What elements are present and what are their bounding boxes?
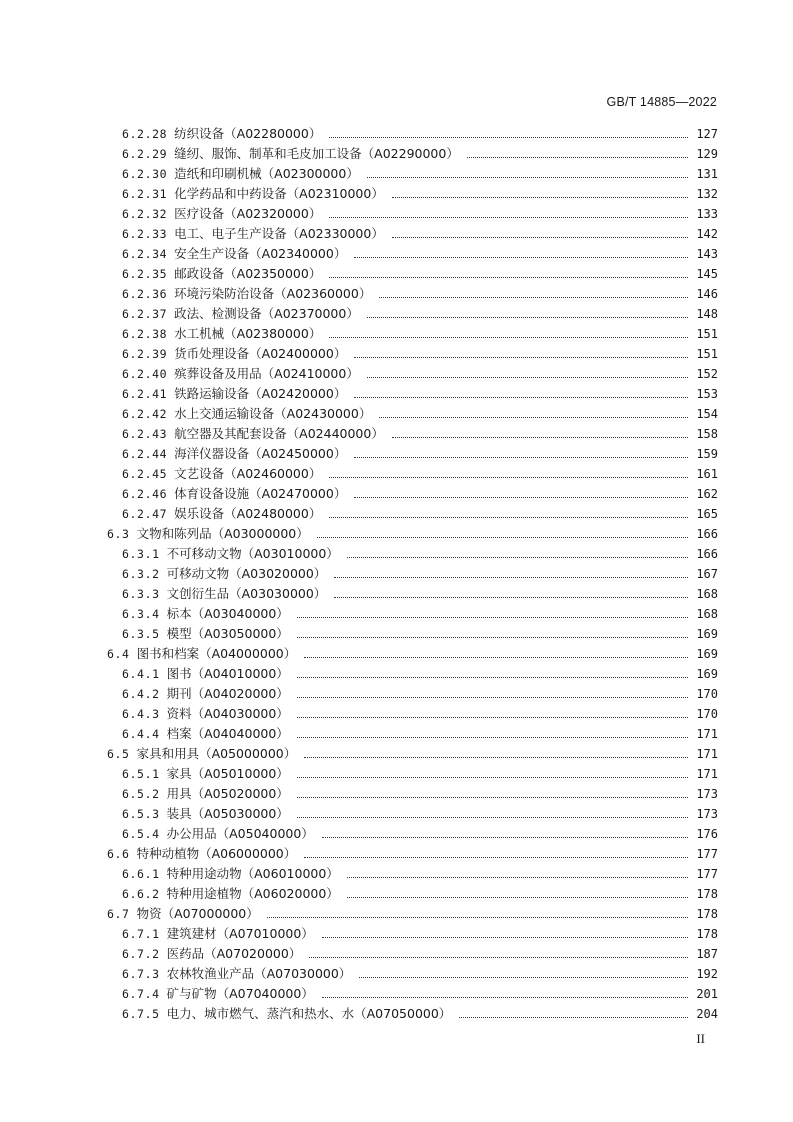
toc-entry-number: 6.4.3: [122, 707, 160, 721]
toc-entry-page-number: 173: [696, 787, 718, 801]
toc-entry-title: 文物和陈列品（A03000000）: [136, 526, 309, 541]
toc-entry-title: 家具（A05010000）: [166, 766, 289, 781]
toc-dot-leader: [367, 365, 688, 378]
toc-entry-number: 6.3.1: [122, 547, 160, 561]
toc-dot-leader: [297, 705, 688, 718]
toc-dot-leader: [354, 245, 688, 258]
toc-entry-page-number: 204: [696, 1007, 718, 1021]
toc-dot-leader: [304, 645, 688, 658]
toc-entry-number: 6.2.31: [122, 187, 168, 201]
toc-entry-number: 6.5: [107, 747, 130, 761]
toc-entry-title: 特种用途动物（A06010000）: [166, 866, 339, 881]
toc-entry-page-number: 148: [696, 307, 718, 321]
toc-entry[interactable]: [0, 404, 793, 424]
toc-dot-leader: [267, 905, 688, 918]
toc-entry[interactable]: [0, 544, 793, 564]
toc-entry-title: 不可移动文物（A03010000）: [166, 546, 339, 561]
toc-entry-page-number: 129: [696, 147, 718, 161]
toc-entry-page-number: 145: [696, 267, 718, 281]
toc-entry-number: 6.7: [107, 907, 130, 921]
toc-entry-number: 6.2.33: [122, 227, 168, 241]
toc-entry[interactable]: [0, 944, 793, 964]
toc-entry-title: 档案（A04040000）: [166, 726, 289, 741]
toc-entry-number: 6.2.36: [122, 287, 168, 301]
toc-entry[interactable]: [0, 764, 793, 784]
toc-entry-page-number: 168: [696, 607, 718, 621]
toc-entry-number: 6.5.3: [122, 807, 160, 821]
toc-entry-number: 6.4: [107, 647, 130, 661]
toc-entry-number: 6.5.2: [122, 787, 160, 801]
toc-entry[interactable]: [0, 484, 793, 504]
toc-entry-title: 电工、电子生产设备（A02330000）: [174, 226, 384, 241]
toc-entry[interactable]: [0, 984, 793, 1004]
toc-entry-page-number: 187: [696, 947, 718, 961]
toc-entry-page-number: 159: [696, 447, 718, 461]
toc-entry-page-number: 177: [696, 847, 718, 861]
toc-entry[interactable]: [0, 884, 793, 904]
toc-entry-number: 6.7.5: [122, 1007, 160, 1021]
toc-entry-title: 图书和档案（A04000000）: [136, 646, 297, 661]
toc-entry-title: 邮政设备（A02350000）: [174, 266, 322, 281]
toc-entry-number: 6.4.1: [122, 667, 160, 681]
toc-entry[interactable]: [0, 624, 793, 644]
toc-entry[interactable]: [0, 204, 793, 224]
toc-entry[interactable]: [0, 784, 793, 804]
toc-dot-leader: [329, 205, 688, 218]
toc-entry[interactable]: [0, 684, 793, 704]
toc-entry-title: 电力、城市燃气、蒸汽和热水、水（A07050000）: [166, 1006, 452, 1021]
toc-entry-number: 6.2.42: [122, 407, 168, 421]
toc-entry-page-number: 153: [696, 387, 718, 401]
toc-entry-title: 造纸和印刷机械（A02300000）: [174, 166, 359, 181]
toc-dot-leader: [392, 185, 688, 198]
toc-dot-leader: [467, 145, 688, 158]
toc-entry-page-number: 171: [696, 727, 718, 741]
toc-entry-title: 可移动文物（A03020000）: [166, 566, 327, 581]
toc-entry[interactable]: [0, 464, 793, 484]
toc-entry-number: 6.2.37: [122, 307, 168, 321]
toc-entry-page-number: 170: [696, 707, 718, 721]
toc-entry-number: 6.7.2: [122, 947, 160, 961]
table-of-contents: [0, 124, 793, 1024]
toc-entry-title: 水上交通运输设备（A02430000）: [174, 406, 372, 421]
toc-dot-leader: [322, 985, 688, 998]
toc-entry[interactable]: [0, 264, 793, 284]
toc-entry-title: 纺织设备（A02280000）: [174, 126, 322, 141]
toc-dot-leader: [354, 445, 688, 458]
toc-entry-number: 6.6.1: [122, 867, 160, 881]
toc-entry-title: 用具（A05020000）: [166, 786, 289, 801]
toc-entry-page-number: 176: [696, 827, 718, 841]
toc-entry-title: 化学药品和中药设备（A02310000）: [174, 186, 384, 201]
toc-entry-title: 模型（A03050000）: [166, 626, 289, 641]
toc-entry-number: 6.2.40: [122, 367, 168, 381]
toc-entry-title: 水工机械（A02380000）: [174, 326, 322, 341]
toc-entry[interactable]: [0, 504, 793, 524]
toc-entry[interactable]: [0, 584, 793, 604]
toc-entry-title: 医疗设备（A02320000）: [174, 206, 322, 221]
toc-entry-page-number: 133: [696, 207, 718, 221]
toc-entry-page-number: 143: [696, 247, 718, 261]
toc-entry-title: 文创衍生品（A03030000）: [166, 586, 327, 601]
toc-dot-leader: [322, 925, 688, 938]
toc-entry-title: 标本（A03040000）: [166, 606, 289, 621]
toc-entry[interactable]: [0, 924, 793, 944]
toc-entry[interactable]: [0, 444, 793, 464]
toc-entry-number: 6.7.3: [122, 967, 160, 981]
toc-entry-page-number: 127: [696, 127, 718, 141]
toc-entry-number: 6.2.32: [122, 207, 168, 221]
toc-dot-leader: [297, 605, 688, 618]
toc-entry[interactable]: [0, 744, 793, 764]
toc-entry-number: 6.2.35: [122, 267, 168, 281]
toc-entry-title: 矿与矿物（A07040000）: [166, 986, 314, 1001]
toc-entry-title: 期刊（A04020000）: [166, 686, 289, 701]
toc-entry-page-number: 178: [696, 927, 718, 941]
toc-entry-page-number: 169: [696, 667, 718, 681]
toc-entry-number: 6.2.47: [122, 507, 168, 521]
toc-entry-page-number: 132: [696, 187, 718, 201]
toc-entry-title: 农林牧渔业产品（A07030000）: [166, 966, 352, 981]
toc-entry-title: 家具和用具（A05000000）: [136, 746, 297, 761]
toc-entry-page-number: 167: [696, 567, 718, 581]
toc-entry[interactable]: [0, 304, 793, 324]
toc-entry-number: 6.6.2: [122, 887, 160, 901]
toc-entry[interactable]: [0, 284, 793, 304]
toc-dot-leader: [297, 685, 688, 698]
toc-entry-title: 海洋仪器设备（A02450000）: [174, 446, 347, 461]
toc-entry-page-number: 168: [696, 587, 718, 601]
header-standard-code: GB/T 14885—2022: [606, 95, 717, 109]
toc-entry-page-number: 192: [696, 967, 718, 981]
toc-dot-leader: [367, 305, 688, 318]
toc-entry-page-number: 170: [696, 687, 718, 701]
toc-entry-page-number: 201: [696, 987, 718, 1001]
toc-entry-title: 体育设备设施（A02470000）: [174, 486, 347, 501]
toc-entry[interactable]: [0, 804, 793, 824]
toc-entry-page-number: 173: [696, 807, 718, 821]
toc-dot-leader: [347, 885, 688, 898]
toc-entry-number: 6.4.4: [122, 727, 160, 741]
toc-entry-title: 货币处理设备（A02400000）: [174, 346, 347, 361]
toc-entry[interactable]: [0, 644, 793, 664]
toc-entry-title: 资料（A04030000）: [166, 706, 289, 721]
toc-dot-leader: [354, 385, 688, 398]
toc-entry-number: 6.3.5: [122, 627, 160, 641]
toc-entry-page-number: 171: [696, 767, 718, 781]
toc-dot-leader: [459, 1005, 688, 1018]
toc-entry-page-number: 166: [696, 527, 718, 541]
toc-entry-number: 6.7.4: [122, 987, 160, 1001]
toc-entry[interactable]: [0, 1004, 793, 1024]
toc-entry-number: 6.4.2: [122, 687, 160, 701]
toc-entry-page-number: 177: [696, 867, 718, 881]
toc-entry-number: 6.5.1: [122, 767, 160, 781]
toc-entry[interactable]: [0, 244, 793, 264]
toc-entry[interactable]: [0, 864, 793, 884]
toc-entry-number: 6.2.28: [122, 127, 168, 141]
toc-entry-number: 6.3.2: [122, 567, 160, 581]
toc-dot-leader: [297, 765, 688, 778]
toc-entry-number: 6.7.1: [122, 927, 160, 941]
toc-entry-page-number: 151: [696, 327, 718, 341]
toc-entry[interactable]: [0, 124, 793, 144]
toc-dot-leader: [367, 165, 688, 178]
toc-entry-title: 缝纫、服饰、制革和毛皮加工设备（A02290000）: [174, 146, 459, 161]
toc-entry-number: 6.2.34: [122, 247, 168, 261]
toc-entry-title: 特种用途植物（A06020000）: [166, 886, 339, 901]
toc-entry-page-number: 169: [696, 647, 718, 661]
toc-dot-leader: [297, 785, 688, 798]
toc-entry[interactable]: [0, 664, 793, 684]
toc-entry[interactable]: [0, 164, 793, 184]
toc-dot-leader: [379, 405, 688, 418]
toc-entry[interactable]: [0, 224, 793, 244]
toc-dot-leader: [392, 225, 688, 238]
toc-entry-number: 6.3: [107, 527, 130, 541]
toc-entry-number: 6.2.45: [122, 467, 168, 481]
toc-dot-leader: [329, 265, 688, 278]
toc-entry[interactable]: [0, 904, 793, 924]
toc-entry-page-number: 165: [696, 507, 718, 521]
toc-entry-title: 装具（A05030000）: [166, 806, 289, 821]
toc-dot-leader: [329, 465, 688, 478]
toc-entry[interactable]: [0, 564, 793, 584]
toc-entry[interactable]: [0, 344, 793, 364]
toc-entry-title: 殡葬设备及用品（A02410000）: [174, 366, 359, 381]
toc-entry-number: 6.2.44: [122, 447, 168, 461]
toc-entry-page-number: 142: [696, 227, 718, 241]
toc-entry-page-number: 169: [696, 627, 718, 641]
page-folio: II: [696, 1031, 705, 1046]
toc-entry[interactable]: [0, 604, 793, 624]
toc-entry-number: 6.2.30: [122, 167, 168, 181]
toc-dot-leader: [359, 965, 688, 978]
toc-dot-leader: [347, 545, 688, 558]
toc-entry-title: 安全生产设备（A02340000）: [174, 246, 347, 261]
toc-entry-page-number: 146: [696, 287, 718, 301]
toc-dot-leader: [347, 865, 688, 878]
toc-entry[interactable]: [0, 144, 793, 164]
toc-dot-leader: [322, 825, 688, 838]
toc-entry-number: 6.6: [107, 847, 130, 861]
toc-entry-title: 特种动植物（A06000000）: [136, 846, 297, 861]
toc-dot-leader: [317, 525, 688, 538]
toc-entry-title: 办公用品（A05040000）: [166, 826, 314, 841]
toc-dot-leader: [297, 665, 688, 678]
toc-entry-page-number: 151: [696, 347, 718, 361]
toc-dot-leader: [334, 585, 688, 598]
toc-entry-number: 6.3.3: [122, 587, 160, 601]
toc-entry-page-number: 131: [696, 167, 718, 181]
toc-entry[interactable]: [0, 824, 793, 844]
toc-entry-number: 6.2.38: [122, 327, 168, 341]
toc-entry-number: 6.2.41: [122, 387, 168, 401]
toc-entry[interactable]: [0, 724, 793, 744]
toc-entry-title: 环境污染防治设备（A02360000）: [174, 286, 372, 301]
toc-entry-title: 文艺设备（A02460000）: [174, 466, 322, 481]
toc-entry-page-number: 166: [696, 547, 718, 561]
toc-dot-leader: [297, 725, 688, 738]
toc-entry-number: 6.5.4: [122, 827, 160, 841]
toc-entry[interactable]: [0, 184, 793, 204]
toc-entry[interactable]: [0, 964, 793, 984]
toc-entry[interactable]: [0, 844, 793, 864]
toc-entry[interactable]: [0, 704, 793, 724]
toc-dot-leader: [304, 845, 688, 858]
toc-entry-title: 建筑建材（A07010000）: [166, 926, 314, 941]
toc-dot-leader: [392, 425, 688, 438]
toc-entry-title: 图书（A04010000）: [166, 666, 289, 681]
toc-entry-page-number: 171: [696, 747, 718, 761]
toc-dot-leader: [334, 565, 688, 578]
toc-entry-page-number: 162: [696, 487, 718, 501]
toc-entry[interactable]: [0, 384, 793, 404]
toc-entry-number: 6.3.4: [122, 607, 160, 621]
toc-entry-title: 物资（A07000000）: [136, 906, 259, 921]
toc-entry-title: 铁路运输设备（A02420000）: [174, 386, 347, 401]
toc-entry-page-number: 178: [696, 907, 718, 921]
toc-entry-page-number: 154: [696, 407, 718, 421]
toc-entry-title: 娱乐设备（A02480000）: [174, 506, 322, 521]
toc-entry-title: 医药品（A07020000）: [166, 946, 302, 961]
toc-entry-number: 6.2.43: [122, 427, 168, 441]
toc-dot-leader: [329, 325, 688, 338]
toc-dot-leader: [354, 485, 688, 498]
toc-entry[interactable]: [0, 424, 793, 444]
toc-dot-leader: [379, 285, 688, 298]
toc-dot-leader: [297, 625, 688, 638]
toc-dot-leader: [297, 805, 688, 818]
toc-entry-page-number: 158: [696, 427, 718, 441]
toc-dot-leader: [329, 505, 688, 518]
toc-entry[interactable]: [0, 324, 793, 344]
toc-dot-leader: [354, 345, 688, 358]
toc-dot-leader: [309, 945, 688, 958]
toc-entry-title: 航空器及其配套设备（A02440000）: [174, 426, 384, 441]
toc-entry-page-number: 161: [696, 467, 718, 481]
toc-entry[interactable]: [0, 524, 793, 544]
toc-entry-number: 6.2.46: [122, 487, 168, 501]
toc-dot-leader: [304, 745, 688, 758]
toc-entry-page-number: 152: [696, 367, 718, 381]
toc-entry-title: 政法、检测设备（A02370000）: [174, 306, 359, 321]
toc-dot-leader: [329, 125, 688, 138]
toc-entry[interactable]: [0, 364, 793, 384]
toc-entry-page-number: 178: [696, 887, 718, 901]
toc-entry-number: 6.2.29: [122, 147, 168, 161]
toc-entry-number: 6.2.39: [122, 347, 168, 361]
